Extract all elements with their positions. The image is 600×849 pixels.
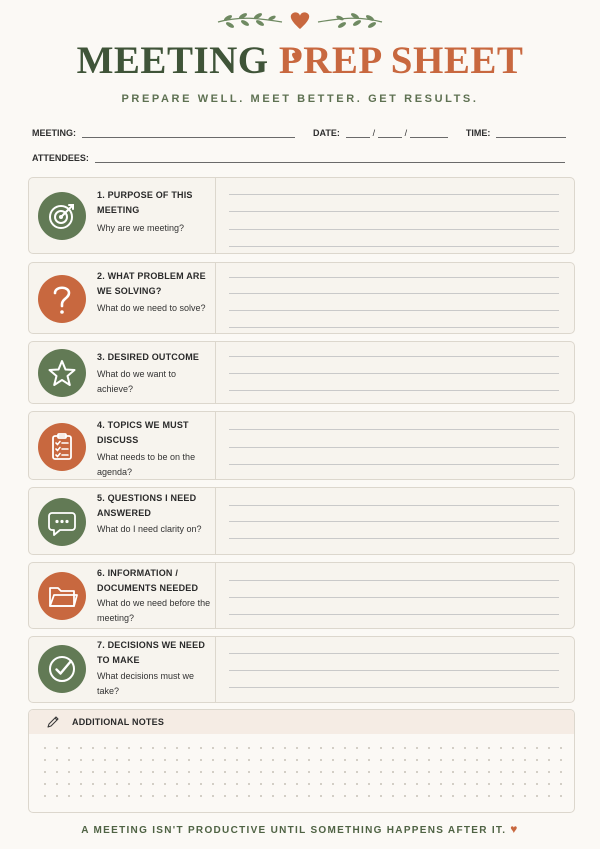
- folder-icon: [38, 572, 86, 620]
- date-separator-2: /: [404, 128, 408, 138]
- section-decisions: [28, 636, 575, 703]
- section-problem: [28, 262, 575, 334]
- attendees-field[interactable]: [95, 153, 565, 163]
- writing-lines[interactable]: [229, 412, 559, 479]
- section-outcome: [28, 341, 575, 404]
- section-topics: [28, 411, 575, 480]
- writing-lines[interactable]: [229, 637, 559, 702]
- title-part-meeting: MEETING: [76, 39, 269, 82]
- section-question: What do we need before the meeting?: [97, 598, 211, 623]
- notes-dot-grid[interactable]: [39, 742, 564, 806]
- section-title: 1. PURPOSE OF THIS MEETING: [97, 190, 193, 215]
- meeting-field[interactable]: [82, 128, 295, 138]
- meeting-row: [32, 124, 566, 138]
- attendees-row: [32, 149, 565, 163]
- writing-lines[interactable]: [229, 342, 559, 403]
- section-purpose: [28, 177, 575, 254]
- subtitle: PREPARE WELL. MEET BETTER. GET RESULTS.: [121, 93, 479, 105]
- section-title: 6. INFORMATION / DOCUMENTS NEEDED: [97, 568, 199, 593]
- writing-lines[interactable]: [229, 488, 559, 554]
- title-part-prep-sheet: PREP SHEET: [278, 39, 524, 82]
- section-question: What do I need clarity on?: [97, 524, 202, 534]
- question-mark-icon: [38, 275, 86, 323]
- star-icon: [38, 349, 86, 397]
- additional-notes: [28, 709, 575, 813]
- writing-lines[interactable]: [229, 563, 559, 628]
- notes-header: [29, 710, 574, 734]
- time-label: TIME:: [465, 128, 491, 138]
- heart-icon: ♥: [510, 822, 519, 836]
- chat-bubble-icon: [38, 498, 86, 546]
- pencil-icon: [45, 714, 61, 730]
- section-title: 4. TOPICS WE MUST DISCUSS: [97, 420, 189, 445]
- date-year-field[interactable]: [410, 128, 448, 138]
- section-question: Why are we meeting?: [97, 223, 185, 233]
- section-questions: [28, 487, 575, 555]
- meeting-label: MEETING:: [32, 128, 76, 138]
- date-separator-1: /: [372, 128, 376, 138]
- footer: [0, 822, 600, 836]
- section-title: 3. DESIRED OUTCOME: [97, 352, 200, 362]
- date-label: DATE:: [313, 128, 340, 138]
- target-icon: [38, 192, 86, 240]
- writing-lines[interactable]: [229, 263, 559, 333]
- page-title: [0, 38, 600, 84]
- clipboard-icon: [38, 423, 86, 471]
- section-title: 7. DECISIONS WE NEED TO MAKE: [97, 640, 206, 665]
- checkmark-icon: [38, 645, 86, 693]
- section-title: 5. QUESTIONS I NEED ANSWERED: [97, 493, 197, 518]
- section-information: [28, 562, 575, 629]
- section-question: What do we want to achieve?: [97, 369, 177, 394]
- writing-lines[interactable]: [229, 178, 559, 253]
- attendees-label: ATTENDEES:: [32, 153, 89, 163]
- date-day-field[interactable]: [346, 128, 370, 138]
- footer-text: A MEETING ISN'T PRODUCTIVE UNTIL SOMETHING HAPPENS AFTER IT.: [81, 825, 507, 836]
- section-question: What needs to be on the agenda?: [97, 452, 196, 477]
- notes-label: ADDITIONAL NOTES: [72, 717, 165, 727]
- section-title: 2. WHAT PROBLEM ARE WE SOLVING?: [97, 271, 206, 296]
- section-question: What do we need to solve?: [97, 303, 206, 313]
- time-field[interactable]: [496, 128, 566, 138]
- section-question: What decisions must we take?: [97, 671, 195, 696]
- date-month-field[interactable]: [378, 128, 402, 138]
